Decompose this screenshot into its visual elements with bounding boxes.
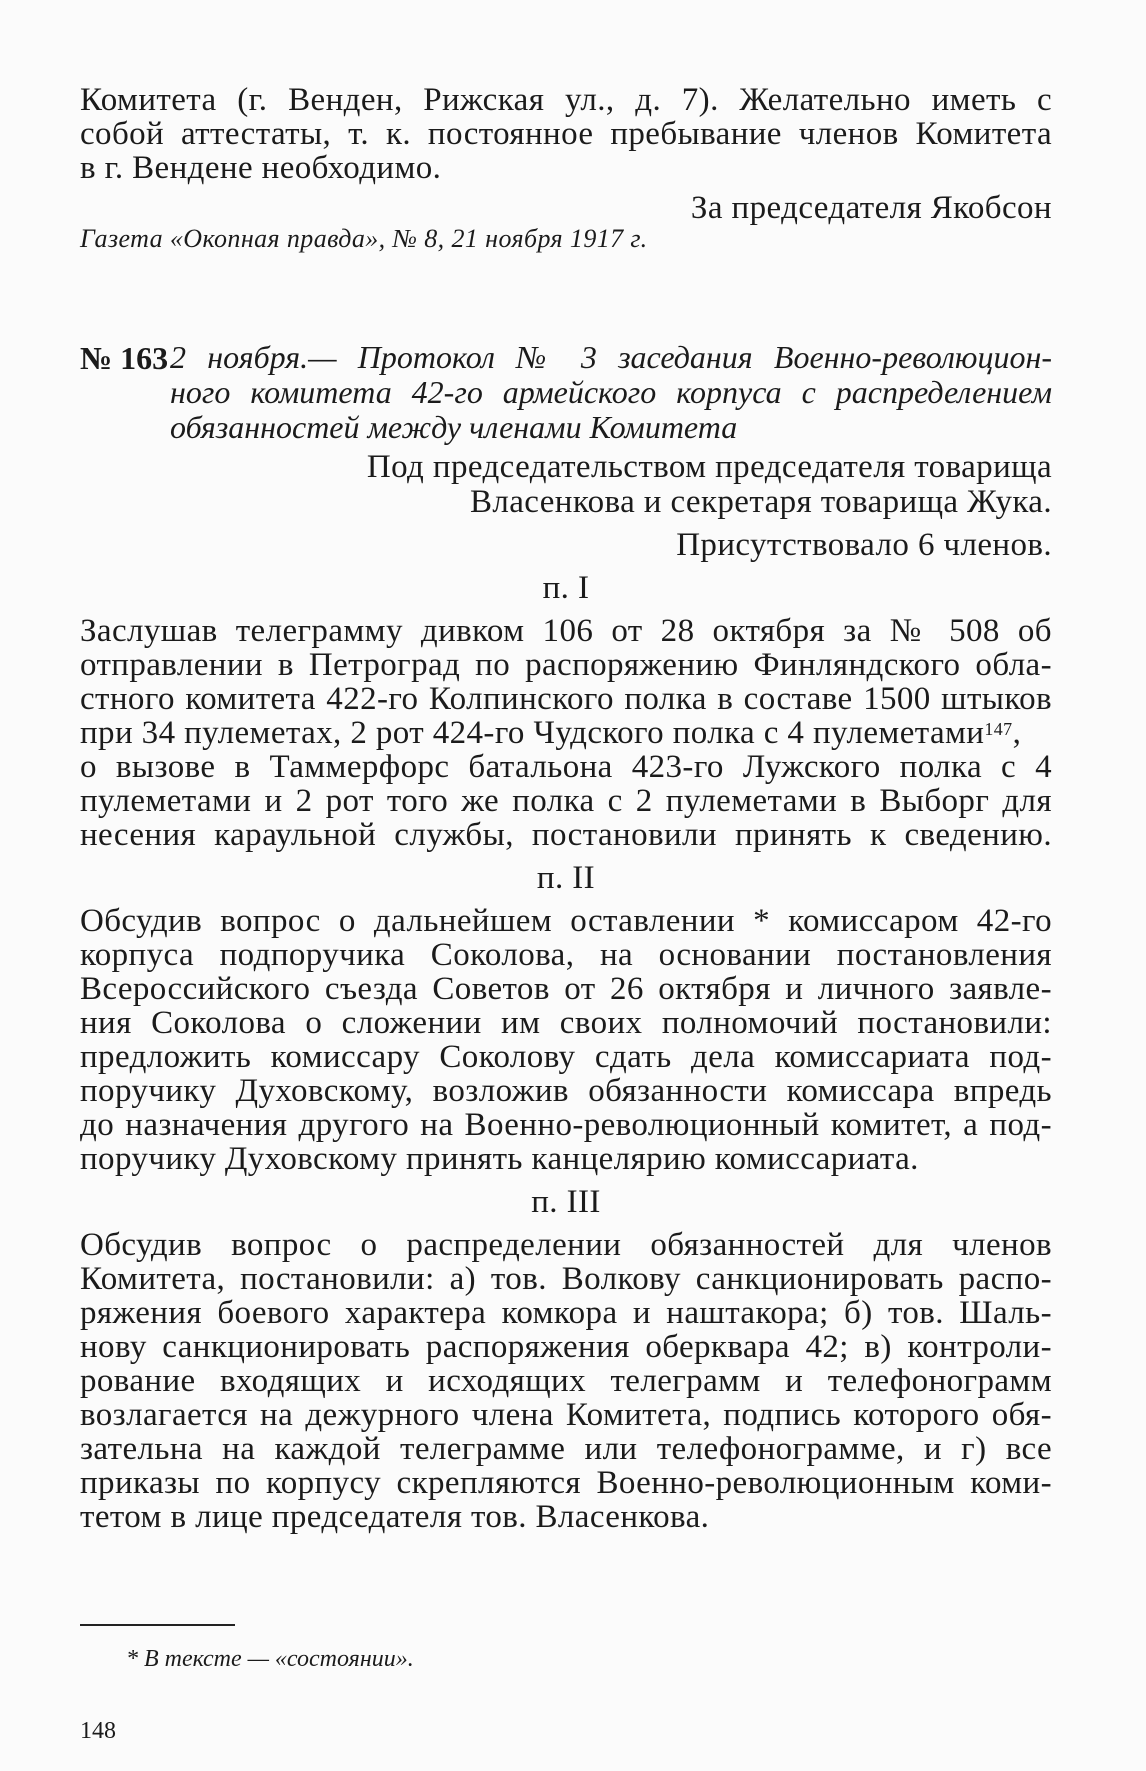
note-reference: 147	[984, 719, 1013, 739]
section-line: Обсудив вопрос о дальнейшем оставлении * комиссаром 42-го	[80, 903, 1052, 939]
section-line: корпуса подпоручика Соколова, на основании постановления	[80, 937, 1052, 973]
signature: За председателя Якобсон	[690, 190, 1052, 226]
section-line: отправлении в Петроград по распоряжению Финляндского обла-	[80, 647, 1052, 683]
body-text-line: в г. Вендене необходимо.	[80, 150, 442, 186]
note-reference-suffix: ,	[1012, 715, 1022, 751]
attendance: Присутствовало 6 членов.	[676, 527, 1052, 563]
source-citation: Газета «Окопная правда», № 8, 21 ноября 1917 г.	[80, 224, 648, 253]
section-line: стного комитета 422-го Колпинского полка в составе 1500 штыков	[80, 681, 1052, 717]
body-text-line: собой аттестаты, т. к. постоянное пребывание членов Комитета	[80, 116, 1052, 152]
presidium-line: Власенкова и секретаря товарища Жука.	[469, 484, 1052, 520]
document-page	[80, 0, 1052, 1771]
section-line: при 34 пулеметах, 2 рот 424-го Чудского полка с 4 пулеметами	[80, 715, 985, 751]
footnote-divider	[80, 1624, 235, 1626]
footnote: * В тексте — «состоянии».	[126, 1646, 414, 1672]
section-line: приказы по корпусу скрепляются Военно-революционным коми-	[80, 1465, 1052, 1501]
presidium-line: Под председательством председателя товарища	[366, 449, 1052, 485]
section-line: рование входящих и исходящих телеграмм и телефонограмм	[80, 1363, 1052, 1399]
section-heading: п. I	[542, 570, 590, 606]
section-heading: п. III	[531, 1184, 601, 1220]
section-line: возлагается на дежурного члена Комитета, подпись которого обя-	[80, 1397, 1052, 1433]
section-line: несения караульной службы, постановили принять к сведению.	[80, 817, 1052, 853]
section-line: Обсудив вопрос о распределении обязанностей для членов	[80, 1227, 1052, 1263]
section-line: ния Соколова о сложении им своих полномочий постановили:	[80, 1005, 1052, 1041]
page-number: 148	[80, 1718, 116, 1744]
section-line: Комитета, постановили: а) тов. Волкову санкционировать распо-	[80, 1261, 1052, 1297]
section-line: Заслушав телеграмму дивком 106 от 28 октября за № 508 об	[80, 613, 1052, 649]
section-line: нову санкционировать распоряжения оберквара 42; в) контроли-	[80, 1329, 1052, 1365]
section-line: о вызове в Таммерфорс батальона 423-го Лужского полка с 4	[80, 749, 1052, 785]
section-heading: п. II	[536, 860, 596, 896]
section-line: Всероссийского съезда Советов от 26 октября и личного заявле-	[80, 971, 1052, 1007]
document-number: № 163	[80, 340, 169, 376]
section-line: до назначения другого на Военно-революционный комитет, а под-	[80, 1107, 1052, 1143]
document-title-line: обязанностей между членами Комитета	[170, 409, 738, 445]
section-line: предложить комиссару Соколову сдать дела комиссариата под-	[80, 1039, 1052, 1075]
section-line: пулеметами и 2 рот того же полка с 2 пулеметами в Выборг для	[80, 783, 1052, 819]
section-line: поручику Духовскому, возложив обязанности комиссара впредь	[80, 1073, 1052, 1109]
document-title-line: 2 ноября.— Протокол № 3 заседания Военно-революцион-	[170, 339, 1052, 375]
section-line: зательна на каждой телеграмме или телефонограмме, и г) все	[80, 1431, 1052, 1467]
body-text-line: Комитета (г. Венден, Рижская ул., д. 7). Желательно иметь с	[80, 82, 1052, 118]
section-line: тетом в лице председателя тов. Власенкова.	[80, 1499, 710, 1535]
section-line: ряжения боевого характера комкора и наштакора; б) тов. Шаль-	[80, 1295, 1052, 1331]
document-title-line: ного комитета 42-го армейского корпуса с распределением	[170, 374, 1052, 410]
section-line: поручику Духовскому принять канцелярию комиссариата.	[80, 1141, 919, 1177]
